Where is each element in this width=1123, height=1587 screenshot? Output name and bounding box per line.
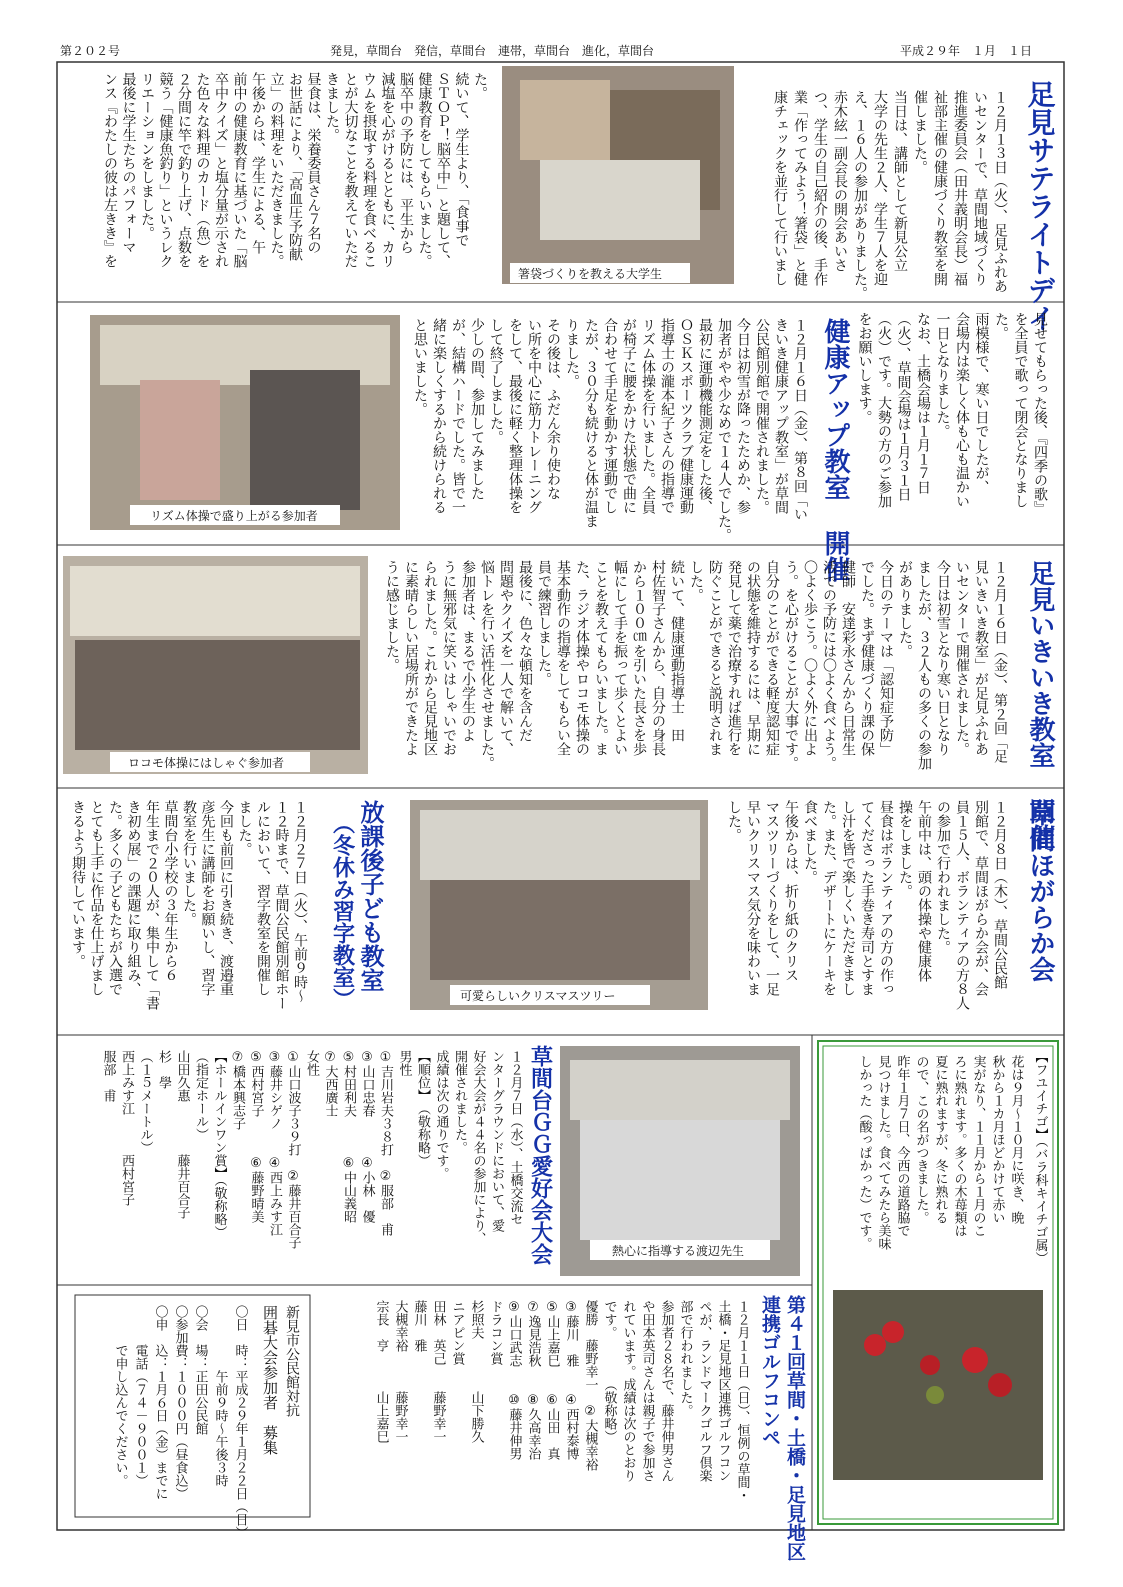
body-line-houkago: 年生まで２０人が、集中して「書 — [144, 800, 160, 1010]
body-line-ikiiki: 活での予防には〇よく食べよう。 — [821, 560, 837, 770]
body-line-kenko: たが、３０分も続けると体が温ま — [583, 318, 599, 528]
body-line-satellite: え、１６人の参加がありました。 — [852, 90, 868, 300]
body-line-gg: 山田久惠 藤井百合子 — [174, 1050, 190, 1219]
body-line-ikiiki: た、ラジオ体操やロコモ体操の — [574, 560, 590, 756]
body-line-kenko: りました。 — [564, 318, 580, 388]
body-line-hogaraka: マスツリーづくりをして、一足 — [764, 800, 780, 996]
body-line-houkago: とても上手に作品を仕上げまし — [88, 800, 105, 996]
body-line-kenko-lead: を全員で歌って閉会となりまし — [1012, 312, 1029, 508]
body-line-kenko-lead: （火）、草間会場は１月３１日 — [895, 312, 912, 501]
article-subtitle-golf: 連携ゴルフコンペ — [759, 1295, 781, 1447]
body-line-satellite: 減塩を心がけるとともに、カリ — [379, 72, 396, 268]
body-line-satellite: つ、学生の自己紹介の後、手作 — [812, 90, 828, 286]
body-line-gg: 杉 學 — [156, 1050, 171, 1089]
body-line-ikiiki: 村佐智子さんから、自分の身長 — [650, 560, 666, 756]
body-line-houkago: きるよう期待しています。 — [70, 800, 86, 968]
body-line-satellite: 祉部主催の健康づくり教室を開 — [932, 90, 948, 286]
body-line-ikiiki: 員で練習しました。 — [536, 560, 552, 686]
body-line-houkago: き初め展」の課題に取り組み、 — [125, 800, 142, 996]
body-line-kenko: 少しの間、参加してみました — [469, 318, 485, 500]
body-line-kenko: 合わせて手足を動かす運動でし — [602, 318, 618, 514]
body-line-houkago: た。多くの子どもたちが入選で — [107, 800, 123, 996]
fuyuichigo-line: ので、この名がつきました。 — [913, 1055, 929, 1224]
body-line-golf: ニアピン賞 — [449, 1300, 465, 1365]
body-line-kenko: 指導士の瀧本紀子さんの指導で — [659, 318, 675, 514]
body-line-ikiiki: 最後に、色々な頓知を含んだ — [517, 560, 533, 742]
body-line-gg: 好会大会が４４名の参加により、 — [470, 1050, 486, 1245]
body-line-ikiiki: られました。これから足見地区 — [422, 560, 438, 756]
body-line-kenko: と思いました。 — [412, 318, 428, 416]
fuyuichigo-line: 昨年１月７日、今西の道路脇で — [894, 1055, 910, 1237]
body-line-hogaraka: 昼食はボランティアの方の作っ — [878, 800, 894, 996]
body-line-hogaraka: 早いクリスマス気分を味わいま — [745, 800, 761, 996]
body-line-ikiiki: した。 — [688, 560, 704, 602]
body-line-kenko: 加者がやや少なめで１４人でした。 — [716, 318, 732, 542]
issue-number: 第２０２号 — [60, 44, 121, 58]
article-title-kenko: 健康アップ教室 開催 — [820, 318, 850, 582]
body-line-golf: 部で行われました。 — [677, 1300, 693, 1417]
body-line-kenko-lead: 見せてもらった後、『四季の歌』 — [1032, 312, 1048, 515]
photo-caption-gg: 熱心に指導する渡辺先生 — [612, 1244, 745, 1258]
body-line-gg: 女性 — [304, 1050, 319, 1076]
body-line-houkago: ルにおいて、習字教室を開催し — [255, 800, 271, 996]
body-line-kenko: 公民館別館で開催されました。 — [754, 318, 770, 514]
fuyuichigo-title: 【フユイチゴ】（バラ科キイチゴ属） — [1032, 1050, 1048, 1265]
body-line-ikiiki: １２月１６日（金）、第２回「足 — [992, 560, 1008, 763]
body-line-golf: 参加者２８名で、藤井伸男さん — [658, 1300, 674, 1482]
photo-fuyuichigo — [833, 1290, 1043, 1480]
body-line-satellite: た。 — [472, 72, 488, 100]
fuyuichigo-line: 秋から１カ月ほどかけて赤い — [989, 1055, 1005, 1224]
body-line-satellite: 大学の先生２人、学生７人を迎 — [872, 90, 888, 286]
photo-ikiiki — [63, 556, 368, 774]
body-line-houkago: 彦先生に講師をお願いし、習字 — [199, 800, 216, 996]
body-line-kenko: きいき健康アップ教室」が草間 — [773, 318, 789, 514]
body-line-kenko-lead: 一日となりました。 — [934, 312, 951, 438]
body-line-ikiiki: うに感じました。 — [384, 560, 400, 672]
body-line-ikiiki: の状態を維持するには、早期に — [745, 560, 761, 756]
body-line-ikiiki: 自分のことができる軽度認知症 — [764, 560, 780, 756]
body-line-ikiiki: 健師 安達彩永さんから日常生 — [840, 560, 856, 756]
body-line-satellite: 脳卒中の予防には、平生から — [398, 72, 414, 254]
fuyuichigo-line: しかった（酸っぱかった）です。 — [856, 1055, 872, 1250]
body-line-satellite: 立」の料理をいただきました。 — [268, 72, 285, 268]
body-line-satellite: 康チェックを並行して行いまし — [772, 90, 788, 286]
body-line-gg: 男性 — [396, 1050, 412, 1076]
body-line-gg: ①山口波子３９打 ②藤井百合子 — [285, 1050, 301, 1249]
body-line-hogaraka: し汁を皆で楽しくいただきまし — [840, 800, 856, 996]
body-line-hogaraka: の参加で行われました。 — [935, 800, 951, 954]
body-line-gg: 成績は次の通りです。 — [433, 1050, 449, 1180]
body-line-kenko: リズム体操を行いました。全員 — [640, 318, 656, 514]
body-line-satellite: 健康教育をしてもらいました。 — [416, 72, 433, 268]
body-line-golf: 藤川 雅 — [411, 1300, 427, 1352]
body-line-golf: です。 （敬称略） — [601, 1300, 617, 1443]
photo-kenko — [90, 315, 400, 530]
body-line-kenko-lead: 雨模様で、寒い日でしたが、 — [973, 312, 990, 494]
body-line-satellite: 前中の健康教育に基づいた「脳 — [231, 72, 248, 268]
body-line-kenko: が椅子に腰をかけた状態で曲に — [621, 318, 637, 514]
photo-caption-satellite: 箸袋づくりを教える大学生 — [518, 267, 663, 281]
fuyuichigo-line: 見つけました。食べてみたら美味 — [875, 1055, 891, 1250]
body-line-satellite: 昼食は、栄養委員さん７名の — [305, 72, 322, 254]
body-line-kenko-lead: なお、土橋会場は１月１７日 — [915, 312, 931, 494]
body-line-golf: 田林 英己 藤野幸一 — [430, 1300, 446, 1443]
body-line-gg: ⑤西村宮子 ⑥藤野晴美 — [248, 1050, 264, 1223]
body-line-golf: 大槻幸裕 藤野幸一 — [392, 1300, 408, 1443]
body-line-gg: ⑦橋本興志子 — [230, 1050, 245, 1130]
body-line-gg: 服部 甫 — [100, 1050, 116, 1102]
body-line-satellite: た色々な料理のカード（魚）を — [194, 72, 211, 268]
body-line-gg: 西上みす江 西村宮子 — [119, 1050, 134, 1206]
body-line-gg: 【ホールインワン賞】（敬称略） — [211, 1050, 227, 1239]
body-line-hogaraka: した。 — [726, 800, 742, 842]
body-line-houkago: １２月２７日（火）、午前９時～ — [292, 800, 308, 1003]
body-line-gg: ⑦大西廣士 — [322, 1050, 338, 1117]
body-line-satellite: 赤木絃一副会長の開会あいさ — [832, 90, 848, 272]
body-line-gg: （指定ホール） — [193, 1050, 208, 1141]
body-line-gg: ンターグラウンドにおいて、愛 — [489, 1050, 504, 1232]
body-line-kenko: １２月１６日（金）、第８回「い — [792, 318, 808, 521]
body-line-hogaraka: 員１５人、ボランティアの方８人 — [954, 800, 970, 1010]
body-line-satellite: 業「作ってみよう！箸袋」と健 — [792, 90, 808, 286]
article-title-houkago: 放課後子ども教室 — [356, 800, 384, 992]
photo-satellite — [502, 66, 734, 284]
body-line-houkago: ました。 — [236, 800, 253, 856]
article-title-satellite: 足見サテライトデイ — [1023, 80, 1057, 332]
body-line-hogaraka: 午前中は、頭の体操や健康体 — [916, 800, 932, 982]
body-line-kenko: その後は、ふだん余り使わな — [545, 318, 561, 500]
body-line-satellite: ２分間に竿で釣り上げ、点数を — [176, 72, 192, 268]
body-line-golf: ③藤川 雅 ④西村泰博 — [563, 1300, 579, 1460]
body-line-houkago: 今回も前回に引き続き、渡邉重 — [218, 800, 234, 996]
body-line-hogaraka: 食べました。 — [802, 800, 818, 884]
body-line-ikiiki: 発見して薬で治療すれば進行を — [726, 560, 742, 756]
fuyuichigo-line: 花は９月～１０月に咲き、晩 — [1008, 1055, 1024, 1224]
article-subtitle-houkago: （冬休み習字教室） — [329, 812, 355, 1010]
body-line-gg: 【順位】 （敬称略） — [415, 1050, 430, 1167]
body-line-kenko: 最初に運動機能測定をした後、 — [697, 318, 713, 514]
body-line-ikiiki: 今日のテーマは「認知症予防」 — [878, 560, 894, 756]
body-line-ikiiki: ましたが、３２人もの多くの参加 — [916, 560, 932, 770]
article-title-gg: 草間台ＧＧ愛好会大会 — [527, 1045, 553, 1265]
igo-line: 午前９時～午後３時 — [212, 1305, 228, 1487]
igo-line: で申し込んでください。 — [112, 1305, 128, 1487]
body-line-ikiiki: でした。まず健康づくり課の保 — [859, 560, 875, 756]
article-title-hogaraka: 草間ほがらか会 — [1025, 800, 1055, 982]
body-line-ikiiki: ことを教えてもらいました。ま — [593, 560, 609, 756]
igo-line: 電話（７４－９００１） — [132, 1305, 148, 1487]
body-line-satellite: 卒中クイズ」と塩分量が示され — [213, 72, 229, 268]
body-line-gg: （１５メートル） — [137, 1050, 153, 1154]
body-line-golf: ペが、ランドマークゴルフ倶楽 — [696, 1300, 712, 1482]
body-line-gg: ⑤村田利夫 ⑥中山義昭 — [341, 1050, 356, 1223]
body-line-golf: れています。成績は次のとおり — [620, 1300, 636, 1482]
body-line-kenko: 緒に楽しくするから続けられる — [431, 318, 447, 514]
body-line-satellite: とが大切なことを教えていただ — [342, 72, 359, 268]
body-line-hogaraka: 午後からは、折り紙のクリス — [783, 800, 799, 982]
body-line-satellite: お世話により、「高血圧予防献 — [287, 72, 303, 261]
body-line-satellite: 午後からは、学生による、午 — [250, 72, 266, 254]
photo-caption-ikiiki: ロコモ体操にはしゃぐ参加者 — [128, 756, 285, 770]
body-line-kenko: が、結構ハードでした。皆で一 — [450, 318, 466, 514]
body-line-golf: １２月１１日（日）、恒例の草間・ — [734, 1300, 750, 1502]
header-slogan: 発見，草間台 発信，草間台 連帯，草間台 進化，草間台 — [330, 44, 655, 58]
fuyuichigo-line: 夏に熟れますが、冬に熟れる — [932, 1055, 948, 1224]
photo-caption-hogaraka: 可愛らしいクリスマスツリー — [460, 989, 616, 1003]
body-line-golf: ドラコン賞 — [487, 1300, 503, 1365]
body-line-gg: 開催されました。 — [452, 1050, 467, 1154]
article-title-ikiiki: 足見いきいき教室 開催 — [1025, 560, 1055, 850]
igo-title2: 囲碁大会参加者 募集 — [261, 1305, 279, 1455]
body-line-kenko-lead: 会場内は楽しく体も心も温かい — [954, 312, 970, 508]
body-line-ikiiki: 防ぐことができると説明されま — [707, 560, 723, 756]
body-line-satellite: きました。 — [324, 72, 340, 142]
body-line-houkago: １２時まで、草間公民館別館ホー — [273, 800, 290, 1010]
photo-hogaraka — [410, 800, 708, 1010]
body-line-ikiiki: いセンターで開催されました。 — [954, 560, 970, 756]
body-line-hogaraka: た。また、デザートにケーキを — [821, 800, 837, 996]
body-line-ikiiki: 〇よく歩こう。〇よく外に出よ — [802, 560, 818, 756]
body-line-ikiiki: 見いきいき教室」が足見ふれあ — [973, 560, 989, 756]
body-line-satellite: ＳＴＯＰ！脳卒中」と題して、 — [435, 72, 451, 268]
body-line-hogaraka: 別館で、草間ほがらか会が、会 — [973, 800, 989, 996]
igo-title: 新見市公民館対抗 — [284, 1305, 300, 1417]
igo-line: 〇申 込：１月６日（金）までに — [152, 1305, 168, 1500]
body-line-houkago: 教室を行いました。 — [181, 800, 197, 926]
igo-line: 〇日 時：平成２９年１月２２日（日） — [232, 1305, 248, 1539]
igo-line: 〇参加費：１０００円（昼食込） — [172, 1305, 188, 1500]
fuyuichigo-line: 実がなり、１１月から１月のこ — [970, 1055, 986, 1237]
body-line-houkago: 草間台小学校の３年生から６ — [162, 800, 179, 982]
body-line-kenko-lead: （火）です。大勢の方のご参加 — [876, 312, 892, 508]
body-line-ikiiki: に素晴らしい居場所ができたよ — [403, 560, 419, 756]
body-line-satellite: １２月１３日（火）、足見ふれあ — [992, 90, 1008, 293]
body-line-golf: 土橋・足見地区連携ゴルフコン — [715, 1300, 731, 1482]
body-line-ikiiki: う。を心がけることが大事です。 — [783, 560, 799, 770]
article-title-golf: 第４１回草間・土橋・足見地区 — [784, 1295, 806, 1561]
body-line-golf: ⑤山上嘉巳 ⑥山田 真 — [544, 1300, 560, 1460]
igo-line: 〇会 場：正田公民館 — [192, 1305, 208, 1435]
body-line-satellite: ウムを摂取する料理を食べるこ — [361, 72, 377, 268]
body-line-golf: や田本英司さんは親子で参加さ — [639, 1300, 655, 1482]
body-line-satellite: 催しました。 — [912, 90, 928, 174]
body-line-satellite: リエーションをしました。 — [139, 72, 155, 240]
body-line-satellite: 推進委員会（田井義明会長）福 — [952, 90, 968, 286]
body-line-ikiiki: うに無邪気に笑いはしゃいでお — [441, 560, 457, 756]
body-line-golf: 優勝 藤野幸一 ②大槻幸裕 — [582, 1300, 598, 1471]
body-line-kenko: 今日は初雪が降ったためか、参 — [735, 318, 751, 514]
body-line-kenko: して終了しました。 — [488, 318, 504, 444]
body-line-golf: 宗長 亨 山上嘉巳 — [373, 1300, 389, 1443]
photo-gg — [560, 1046, 800, 1276]
body-line-satellite: 当日は、講師として新見公立 — [892, 90, 908, 272]
body-line-satellite: 競う「健康魚釣り」というレク — [157, 72, 174, 268]
body-line-hogaraka: てくださった手巻き寿司とすま — [859, 800, 875, 996]
body-line-kenko: い所を中心に筋力トレーニング — [526, 318, 542, 514]
body-line-ikiiki: 続いて、健康運動指導士 田 — [669, 560, 685, 742]
body-line-satellite: 最後に学生たちのパフォーマ — [120, 72, 137, 254]
body-line-satellite: いセンターで、草間地域づくり — [972, 90, 988, 286]
body-line-ikiiki: 参加者は、まるで小学生のよ — [460, 560, 476, 742]
body-line-ikiiki: 幅にして手を振って歩くとよい — [612, 560, 628, 756]
body-line-hogaraka: 操をしました。 — [897, 800, 913, 898]
fuyuichigo-line: ろに熟れます。多くの木苺類は — [951, 1055, 967, 1237]
body-line-ikiiki: 基本動作の指導をしてもらい全 — [555, 560, 571, 756]
body-line-ikiiki: 今日は初雪となり寒い日となり — [935, 560, 951, 756]
photo-caption-kenko: リズム体操で盛り上がる参加者 — [150, 509, 318, 523]
body-line-golf: 杉照夫 山下勝久 — [468, 1300, 484, 1443]
body-line-gg: ①吉川岩夫３８打 ②服部 甫 — [378, 1050, 393, 1236]
body-line-kenko-lead: た。 — [993, 312, 1009, 340]
body-line-satellite: 続いて、学生より、「食事で — [453, 72, 470, 247]
body-line-kenko: をして、最後に軽く整理体操を — [507, 318, 523, 514]
body-line-golf: ⑦逸見浩秋 ⑧久高幸治 — [525, 1300, 541, 1460]
body-line-ikiiki: 悩トレを行い活性化させました。 — [479, 560, 495, 770]
header-date: 平成２９年 １月 １日 — [900, 44, 1033, 58]
body-line-gg: ③山口忠春 ④小林 優 — [359, 1050, 375, 1223]
body-line-kenko: ＯＳＫスポーツクラブ健康運動 — [678, 318, 694, 514]
body-line-kenko-lead: をお願いします。 — [856, 312, 873, 424]
body-line-hogaraka: １２月８日（木）、草間公民館 — [992, 800, 1008, 989]
body-line-ikiiki: から１００㎝を引いた長さを歩 — [631, 560, 647, 756]
body-line-ikiiki: がありました。 — [897, 560, 913, 658]
body-line-gg: １２月７日（水）、土橋交流セ — [507, 1050, 523, 1226]
body-line-ikiiki: 問題やクイズを一人で解いて、 — [498, 560, 514, 756]
body-line-gg: ③藤井シゲノ ④西上みす江 — [267, 1050, 282, 1236]
body-line-golf: ⑨山口武志 ⑩藤井伸男 — [506, 1300, 522, 1460]
body-line-satellite: ンス『わたしの彼は左きき』を — [102, 72, 118, 268]
